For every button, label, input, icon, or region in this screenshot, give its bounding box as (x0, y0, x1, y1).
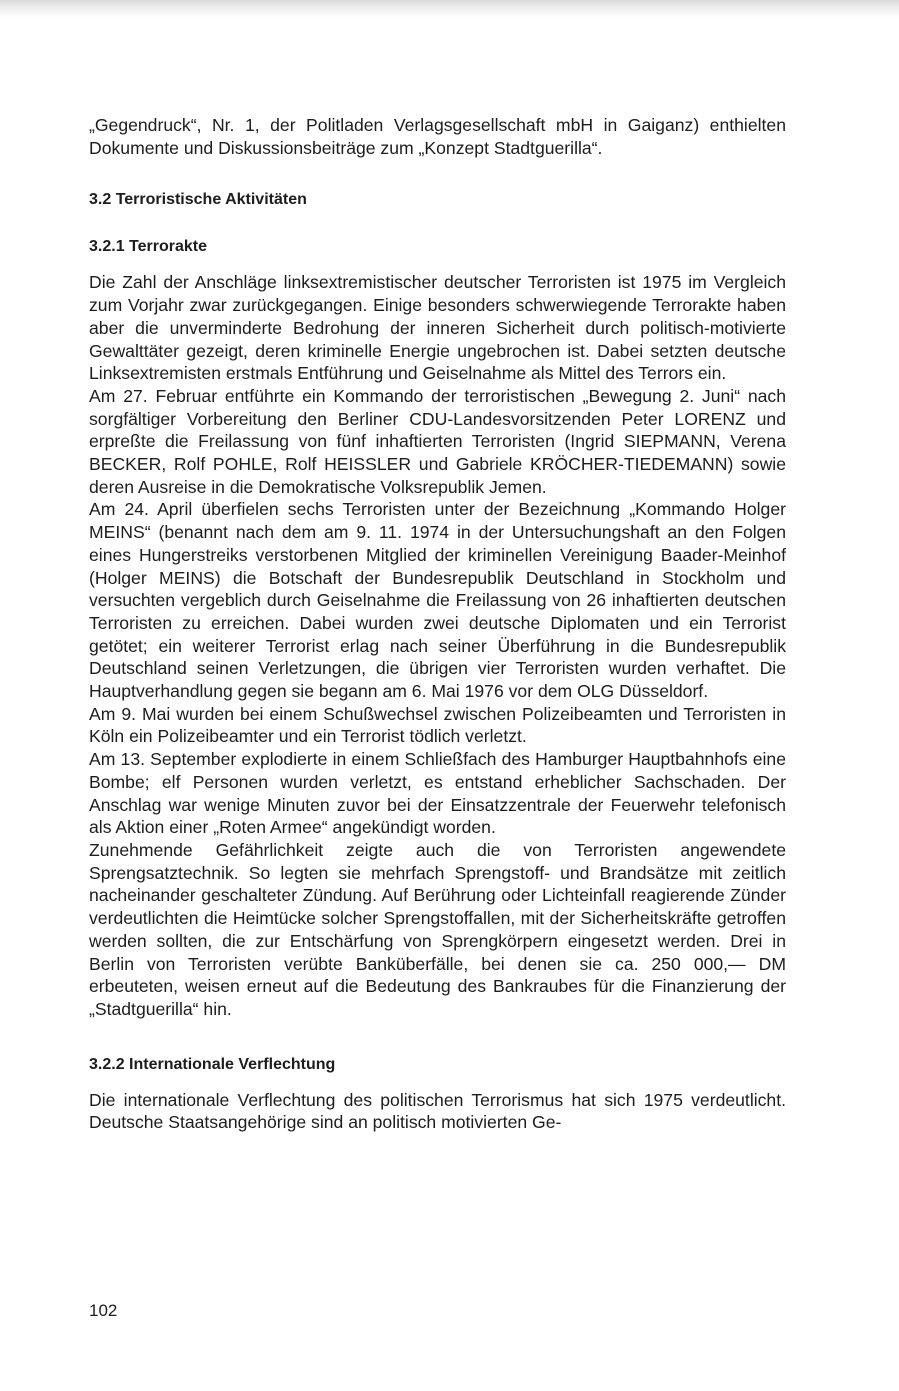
body-paragraph: Am 13. September explodierte in einem Schließfach des Hamburger Hauptbahnhofs eine Bombe; elf Personen wurden verletzt, es entstand erheblicher Sachschaden. Der Anschlag war wenige Minuten zuvor bei der Einsatzzentrale der Feuerwehr telefonisch als Aktion einer „Roten Armee“ angekündigt worden. (89, 749, 786, 838)
page-number: 102 (89, 1301, 118, 1320)
body-paragraph: Am 24. April überfielen sechs Terroristen unter der Bezeichnung „Kommando Holger MEINS“ (benannt nach dem am 9. 11. 1974 in der Untersuchungshaft an den Folgen eines Hungerstreiks verstorbenen Mitglied der kriminellen Vereinigung Baader-Meinhof (Holger MEINS) die Botschaft der Bundesrepublik Deutschland in Stockholm und versuchten vergeblich durch Geiselnahme die Freilassung von 26 inhaftierten deutschen Terroristen zu erreichen. Dabei wurden zwei deutsche Diplomaten und ein Terrorist getötet; ein weiterer Terrorist erlag nach seiner Überführung in die Bundesrepublik Deutschland seinen Verletzungen, die übrigen vier Terroristen wurden verhaftet. Die Hauptverhandlung gegen sie begann am 6. Mai 1976 vor dem OLG Düsseldorf. (89, 499, 786, 702)
body-paragraph: Am 27. Februar entführte ein Kommando der terroristischen „Bewegung 2. Juni“ nach sorgfältiger Vorbereitung den Berliner CDU-Landesvorsitzenden Peter LORENZ und erpreßte die Freilassung von fünf inhaftierten Terroristen (Ingrid SIEPMANN, Verena BECKER, Rolf POHLE, Rolf HEISSLER und Gabriele KRÖCHER-TIEDEMANN) sowie deren Ausreise in die Demokratische Volksrepublik Jemen. (89, 385, 786, 497)
body-paragraph: Die internationale Verflechtung des politischen Terrorismus hat sich 1975 verdeutlicht. Deutsche Staatsangehörige sind an politisch motivierten Ge- (89, 1089, 786, 1133)
section-3-2-2-heading: 3.2.2 Internationale Verflechtung (89, 1055, 336, 1073)
body-paragraph: Am 9. Mai wurden bei einem Schußwechsel zwischen Polizeibeamten und Terroristen in Köln ein Polizeibeamter und ein Terrorist tödlich verletzt. (89, 703, 786, 747)
section-3-2-heading: 3.2 Terroristische Aktivitäten (89, 191, 307, 209)
scan-edge (0, 0, 899, 18)
document-page (89, 114, 786, 1134)
body-paragraph: Die Zahl der Anschläge linksextremistischer deutscher Terroristen ist 1975 im Vergleich zum Vorjahr zwar zurückgegangen. Einige besonders schwerwiegende Terrorakte haben aber die unverminderte Bedrohung der inneren Sicherheit durch politisch-motivierte Gewalttäter gezeigt, deren kriminelle Energie ungebrochen ist. Dabei setzten deutsche Linksextremisten erstmals Entführung und Geiselnahme als Mittel des Terrors ein. (89, 272, 786, 384)
body-paragraph: Zunehmende Gefährlichkeit zeigte auch die von Terroristen angewendete Sprengsatztechnik. So legten sie mehrfach Sprengstoff- und Brandsätze mit zeitlich nacheinander geschalteter Zündung. Auf Berührung oder Lichteinfall reagierende Zünder verdeutlichten die Heimtücke solcher Sprengstoffallen, mit der Sicherheitskräfte getroffen werden sollten, die zur Entschärfung von Sprengkörpern eingesetzt werden. Drei in Berlin von Terroristen verübte Banküberfälle, bei denen sie ca. 250 000,— DM erbeuteten, weisen erneut auf die Bedeutung des Bankraubes für die Finanzierung der „Stadtguerilla“ hin. (89, 839, 786, 1019)
section-3-2-1-heading: 3.2.1 Terrorakte (89, 238, 207, 256)
intro-paragraph: „Gegendruck“, Nr. 1, der Politladen Verlagsgesellschaft mbH in Gaiganz) enthielten Dokumente und Diskussionsbeiträge zum „Konzept Stadtguerilla“. (89, 115, 786, 158)
